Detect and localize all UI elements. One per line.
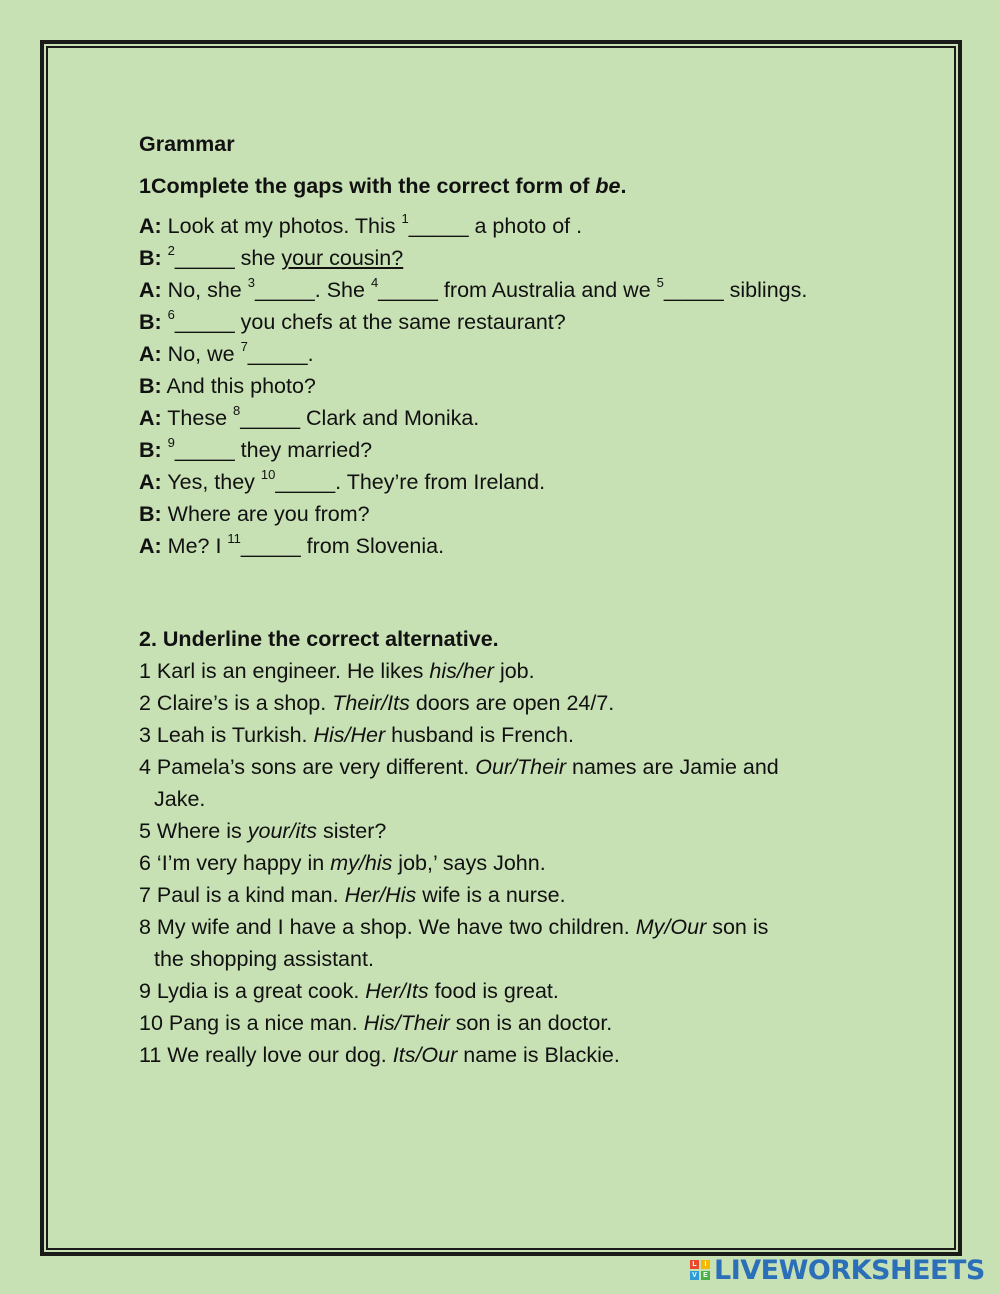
dialogue-line: A: No, she $^3$_____. She $^4$_____ from Australia and we $^5$_____ siblings. (139, 274, 808, 302)
exercise-item: 1 Karl is an engineer. He likes his/her job. (139, 659, 535, 683)
alternative-choice[interactable]: His/Their (363, 1011, 450, 1035)
gap-blank[interactable]: _____ you chefs at the same restaurant? (174, 310, 566, 334)
alternative-choice[interactable]: his/her (429, 659, 494, 683)
exercise-item: 6 ‘I’m very happy in my/his job,’ says John. (139, 851, 546, 875)
gap-blank[interactable]: _____ from Australia and we (378, 278, 657, 302)
dialogue-line: A: Look at my photos. This $^1$_____ a photo of . (139, 210, 583, 238)
gap-blank[interactable]: _____. They’re from Ireland. (275, 470, 546, 494)
dialogue-line: A: No, we $^7$_____. (139, 338, 314, 366)
gap-blank[interactable]: _____ she (174, 246, 282, 270)
exercise-item: 10 Pang is a nice man. His/Their son is an doctor. (139, 1011, 613, 1035)
liveworksheets-logo-icon: L I V E (690, 1260, 710, 1280)
exercise-item: 8 My wife and I have a shop. We have two children. My/Our son is the shopping assistant. (139, 915, 769, 971)
exercise-item: 3 Leah is Turkish. His/Her husband is French. (139, 723, 574, 747)
speaker-label: A: (139, 278, 162, 302)
speaker-label: B: (139, 246, 162, 270)
dialogue-line: A: These $^8$_____ Clark and Monika. (139, 402, 480, 430)
alternative-choice[interactable]: Our/Their (475, 755, 567, 779)
alternative-choice[interactable]: Their/Its (332, 691, 410, 715)
speaker-label: A: (139, 214, 162, 238)
dialogue-line: B: Where are you from? (139, 502, 370, 526)
dialogue-line: B: $^2$_____ she your cousin? (139, 242, 404, 270)
exercise-item: 5 Where is your/its sister? (139, 819, 387, 843)
speaker-label: B: (139, 374, 162, 398)
speaker-label: B: (139, 438, 162, 462)
exercise-item: 9 Lydia is a great cook. Her/Its food is great. (139, 979, 559, 1003)
gap-blank[interactable]: _____ they married? (174, 438, 373, 462)
alternative-choice[interactable]: Its/Our (392, 1043, 458, 1067)
exercise-item: 4 Pamela’s sons are very different. Our/Their names are Jamie and Jake. (139, 755, 779, 811)
exercise-item: 2 Claire’s is a shop. Their/Its doors are open 24/7. (139, 691, 615, 715)
exercise-2-heading: 2. Underline the correct alternative. (139, 627, 499, 651)
worksheet-content (139, 128, 879, 1071)
alternative-choice[interactable]: His/Her (313, 723, 386, 747)
gap-blank[interactable]: _____ from Slovenia. (240, 534, 445, 558)
exercise-1-heading: 1Complete the gaps with the correct form of be. (139, 174, 627, 198)
gap-blank[interactable]: _____ siblings. (663, 278, 808, 302)
gap-blank[interactable]: _____. (247, 342, 314, 366)
dialogue-line: B: $^9$_____ they married? (139, 434, 373, 462)
alternative-choice[interactable]: Her/His (344, 883, 417, 907)
exercise-2 (139, 623, 879, 1071)
alternative-choice[interactable]: your/its (247, 819, 318, 843)
speaker-label: B: (139, 502, 162, 526)
exercise-item: 11 We really love our dog. Its/Our name is Blackie. (139, 1043, 620, 1067)
section-title: Grammar (139, 132, 235, 156)
gap-blank[interactable]: _____. She (254, 278, 371, 302)
brand-name: LIVEWORKSHEETS (714, 1254, 985, 1286)
dialogue-line: A: Yes, they $^{10}$_____. They’re from Ireland. (139, 466, 546, 494)
speaker-label: A: (139, 470, 162, 494)
gap-blank[interactable]: _____ Clark and Monika. (240, 406, 480, 430)
dialogue-line: B: $^6$_____ you chefs at the same restaurant? (139, 306, 566, 334)
liveworksheets-logo[interactable] (690, 1254, 985, 1286)
speaker-label: B: (139, 310, 162, 334)
underlined-text: your cousin? (281, 246, 404, 270)
speaker-label: A: (139, 534, 162, 558)
speaker-label: A: (139, 342, 162, 366)
dialogue-line: B: And this photo? (139, 374, 316, 398)
speaker-label: A: (139, 406, 162, 430)
alternative-choice[interactable]: My/Our (635, 915, 707, 939)
alternative-choice[interactable]: Her/Its (365, 979, 429, 1003)
dialogue-line: A: Me? I $^{11}$_____ from Slovenia. (139, 530, 445, 558)
gap-blank[interactable]: _____ a photo of . (408, 214, 583, 238)
exercise-item: 7 Paul is a kind man. Her/His wife is a nurse. (139, 883, 566, 907)
alternative-choice[interactable]: my/his (330, 851, 393, 875)
